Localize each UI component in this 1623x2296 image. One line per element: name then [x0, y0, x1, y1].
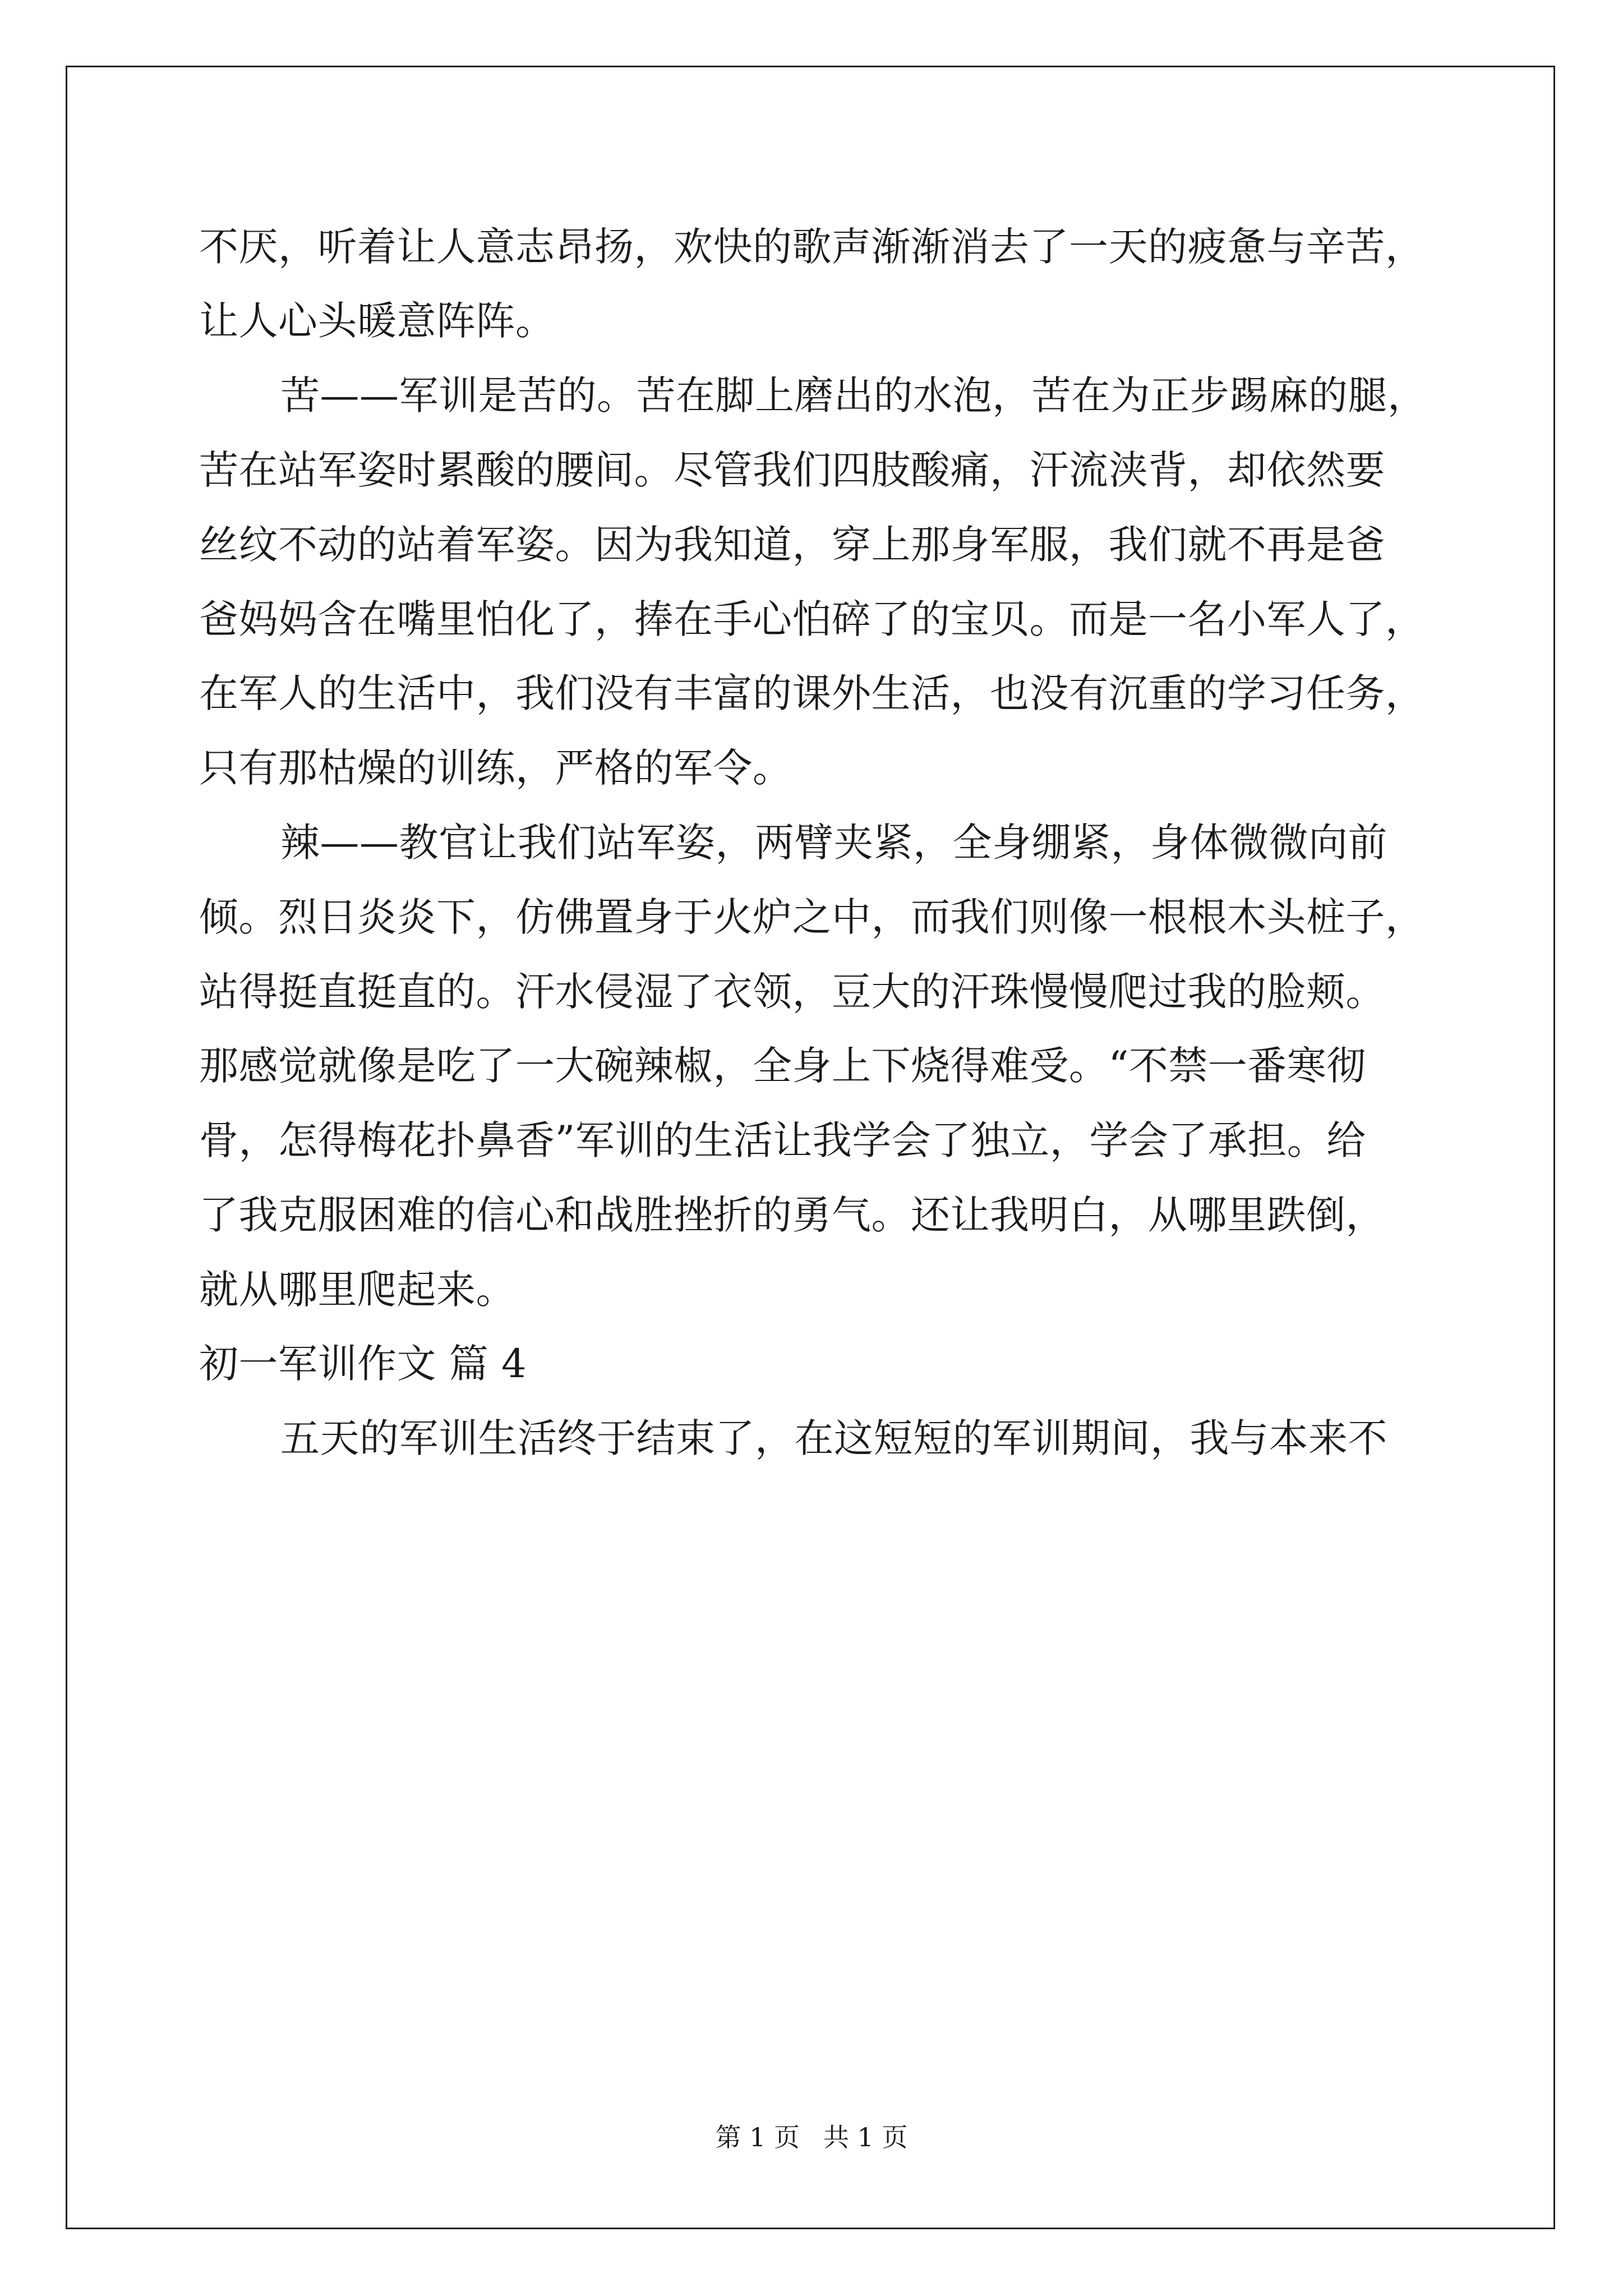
- paragraph-start: 苦——军训是苦的。苦在脚上磨出的水泡，苦在为正步踢麻的腿，: [280, 372, 1427, 418]
- text-line: 就从哪里爬起来。: [199, 1267, 515, 1313]
- text-line: 骨，怎得梅花扑鼻香”军训的生活让我学会了独立，学会了承担。给: [199, 1117, 1366, 1163]
- page-footer: [0, 2124, 1623, 2150]
- text-line: 了我克服困难的信心和战胜挫折的勇气。还让我明白，从哪里跌倒，: [199, 1192, 1385, 1238]
- section-heading: 初一军训作文 篇 4: [199, 1341, 527, 1387]
- paragraph-start: 五天的军训生活终于结束了，在这短短的军训期间，我与本来不: [280, 1415, 1387, 1461]
- text-line: 苦在站军姿时累酸的腰间。尽管我们四肢酸痛，汗流浃背，却依然要: [199, 447, 1385, 493]
- text-line: 倾。烈日炎炎下，仿佛置身于火炉之中，而我们则像一根根木头桩子，: [199, 894, 1425, 940]
- text-line: 在军人的生活中，我们没有丰富的课外生活，也没有沉重的学习任务，: [199, 670, 1425, 716]
- text-line: 站得挺直挺直的。汗水侵湿了衣领，豆大的汗珠慢慢爬过我的脸颊。: [199, 969, 1385, 1015]
- text-line: 不厌，听着让人意志昂扬，欢快的歌声渐渐消去了一天的疲惫与辛苦，: [199, 224, 1425, 270]
- text-line: 只有那枯燥的训练，严格的军令。: [199, 745, 792, 791]
- page-number-total: 共 1 页: [823, 2122, 908, 2152]
- text-line: 爸妈妈含在嘴里怕化了，捧在手心怕碎了的宝贝。而是一名小军人了，: [199, 596, 1425, 642]
- text-line: 让人心头暖意阵阵。: [199, 298, 555, 344]
- page-number-current: 第 1 页: [715, 2122, 800, 2152]
- text-line: 那感觉就像是吃了一大碗辣椒，全身上下烧得难受。“不禁一番寒彻: [199, 1043, 1366, 1089]
- paragraph-start: 辣——教官让我们站军姿，两臂夹紧，全身绷紧，身体微微向前: [280, 820, 1387, 866]
- text-line: 丝纹不动的站着军姿。因为我知道，穿上那身军服，我们就不再是爸: [199, 522, 1385, 568]
